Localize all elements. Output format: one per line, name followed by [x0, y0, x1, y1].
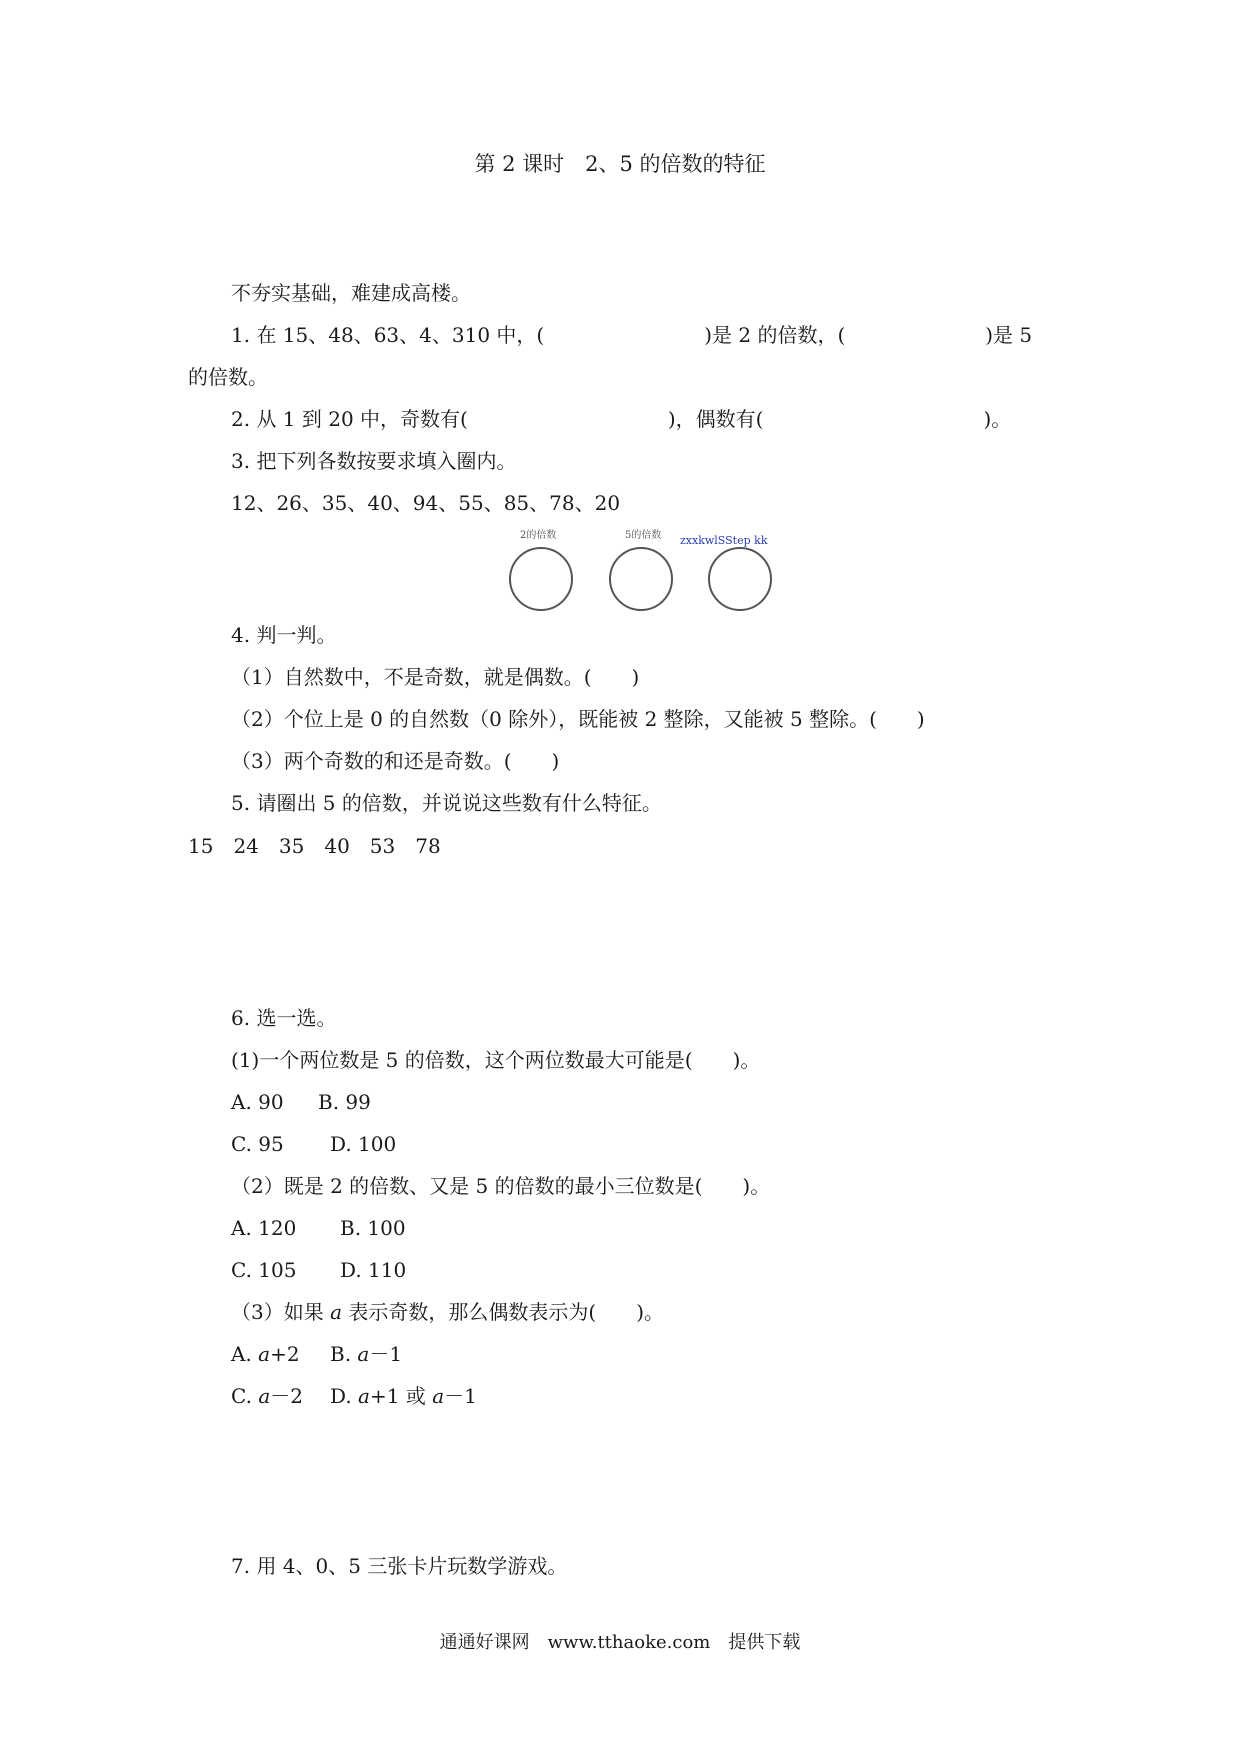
q6-sub2-option-a: A. 120 — [231, 1216, 297, 1240]
page-title: 第 2 课时 2、5 的倍数的特征 — [474, 152, 766, 176]
q3-prompt: 3. 把下列各数按要求填入圈内。 — [231, 449, 517, 473]
option-b-variable: a — [357, 1342, 370, 1366]
q1-line1: 1. 在 15、48、63、4、310 中，( )是 2 的倍数，( )是 5 — [231, 323, 1033, 347]
option-d-variable-2: a — [432, 1384, 445, 1408]
q4-prompt: 4. 判一判。 — [231, 623, 337, 647]
q6-sub1-option-a: A. 90 — [231, 1090, 284, 1114]
q5-prompt: 5. 请圈出 5 的倍数，并说说这些数有什么特征。 — [231, 791, 662, 815]
q6-sub3-question-post: 表示奇数，那么偶数表示为( )。 — [342, 1300, 664, 1324]
option-c-label: C. — [231, 1384, 259, 1408]
circle-multiples-of-5[interactable] — [609, 547, 673, 611]
watermark-text: zxxkwlSStep kk — [680, 534, 768, 547]
option-b-expr: －1 — [369, 1342, 403, 1366]
option-a-variable: a — [258, 1342, 271, 1366]
q4-item-2: （2）个位上是 0 的自然数（0 除外），既能被 2 整除，又能被 5 整除。( ) — [231, 707, 925, 731]
q1-line2: 的倍数。 — [188, 365, 268, 389]
q5-numbers: 15 24 35 40 53 78 — [188, 834, 441, 858]
q6-sub3-question-pre: （3）如果 — [231, 1300, 331, 1324]
q6-sub3-variable-a: a — [330, 1300, 343, 1324]
option-d-expr-mid: +1 或 — [369, 1384, 433, 1408]
footer-credit: 通通好课网 www.tthaoke.com 提供下载 — [439, 1632, 801, 1653]
motto: 不夯实基础，难建成高楼。 — [231, 281, 471, 305]
q6-sub1-option-c: C. 95 — [231, 1132, 284, 1156]
circle-label-multiples-of-5: 5的倍数 — [625, 530, 662, 541]
q4-item-1: （1）自然数中，不是奇数，就是偶数。( ) — [231, 665, 640, 689]
option-d-expr: －1 — [444, 1384, 477, 1408]
circle-multiples-of-2[interactable] — [509, 547, 573, 611]
option-c-expr: －2 — [270, 1384, 303, 1408]
option-b-label: B. — [330, 1342, 358, 1366]
q4-item-3: （3）两个奇数的和还是奇数。( ) — [231, 749, 560, 773]
q6-sub2-option-d: D. 110 — [340, 1258, 407, 1282]
q7: 7. 用 4、0、5 三张卡片玩数学游戏。 — [231, 1554, 568, 1578]
option-d-variable-1: a — [358, 1384, 370, 1408]
q6-sub3-option-a — [231, 1341, 300, 1367]
q6-prompt: 6. 选一选。 — [231, 1006, 337, 1030]
q6-sub2-option-b: B. 100 — [340, 1216, 406, 1240]
q6-sub3-option-b — [330, 1341, 402, 1367]
q2: 2. 从 1 到 20 中，奇数有( )，偶数有( )。 — [231, 407, 1012, 431]
q6-sub2-option-c: C. 105 — [231, 1258, 297, 1282]
option-a-expr: +2 — [270, 1342, 300, 1366]
q6-sub2-question: （2）既是 2 的倍数、又是 5 的倍数的最小三位数是( )。 — [231, 1174, 771, 1198]
q3-numbers: 12、26、35、40、94、55、85、78、20 — [231, 491, 621, 515]
q6-sub1-question: (1)一个两位数是 5 的倍数，这个两位数最大可能是( )。 — [231, 1048, 761, 1072]
option-c-variable: a — [258, 1384, 271, 1408]
circle-both-multiples[interactable] — [708, 547, 772, 611]
option-d-label: D. — [330, 1384, 359, 1408]
circle-label-multiples-of-2: 2的倍数 — [520, 530, 557, 541]
q6-sub3-option-c — [231, 1383, 303, 1409]
option-a-label: A. — [231, 1342, 259, 1366]
q6-sub1-option-b: B. 99 — [318, 1090, 371, 1114]
q6-sub3-question — [231, 1299, 664, 1325]
q6-sub3-option-d — [330, 1383, 477, 1409]
q6-sub1-option-d: D. 100 — [330, 1132, 397, 1156]
